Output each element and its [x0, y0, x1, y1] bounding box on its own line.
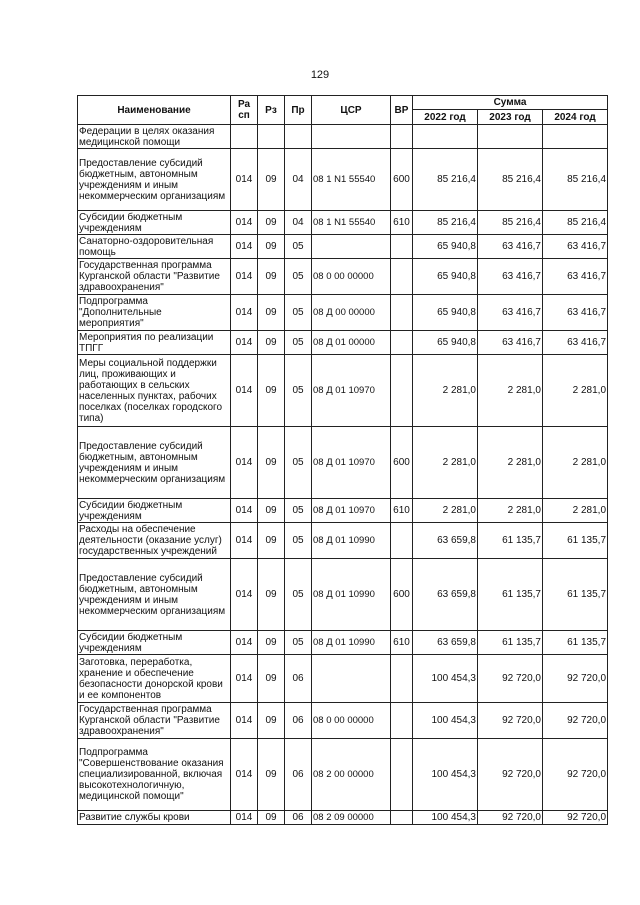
- table-row: [78, 295, 608, 331]
- cell-vr: [391, 331, 413, 355]
- cell-2022: 65 940,8: [413, 235, 478, 259]
- cell-2022: [413, 125, 478, 149]
- cell-pr: 05: [285, 235, 312, 259]
- cell-2024: 2 281,0: [543, 427, 608, 499]
- cell-2024: 63 416,7: [543, 235, 608, 259]
- cell-2022: 63 659,8: [413, 559, 478, 631]
- cell-rz: 09: [258, 523, 285, 559]
- cell-vr: [391, 811, 413, 825]
- cell-csr: 08 Д 01 10970: [312, 355, 391, 427]
- cell-2023: 2 281,0: [478, 427, 543, 499]
- cell-name: Развитие службы крови: [78, 811, 231, 825]
- cell-rasp: 014: [231, 739, 258, 811]
- cell-2024: 61 135,7: [543, 523, 608, 559]
- cell-rz: 09: [258, 295, 285, 331]
- cell-vr: 610: [391, 211, 413, 235]
- cell-pr: [285, 125, 312, 149]
- cell-2022: 85 216,4: [413, 211, 478, 235]
- cell-2024: 63 416,7: [543, 331, 608, 355]
- cell-rasp: [231, 125, 258, 149]
- cell-2023: 92 720,0: [478, 655, 543, 703]
- cell-rz: 09: [258, 499, 285, 523]
- cell-name: Государственная программа Курганской области "Развитие здравоохранения": [78, 259, 231, 295]
- cell-rz: 09: [258, 149, 285, 211]
- cell-csr: 08 1 N1 55540: [312, 149, 391, 211]
- cell-csr: 08 Д 01 10990: [312, 523, 391, 559]
- cell-vr: [391, 703, 413, 739]
- cell-2022: 100 454,3: [413, 655, 478, 703]
- cell-rz: 09: [258, 559, 285, 631]
- cell-csr: 08 Д 01 00000: [312, 331, 391, 355]
- table-row: [78, 631, 608, 655]
- cell-rasp: 014: [231, 331, 258, 355]
- cell-2024: [543, 125, 608, 149]
- cell-2023: 63 416,7: [478, 331, 543, 355]
- cell-vr: 610: [391, 631, 413, 655]
- cell-2022: 65 940,8: [413, 331, 478, 355]
- cell-2024: 61 135,7: [543, 559, 608, 631]
- cell-2024: 85 216,4: [543, 149, 608, 211]
- cell-rz: 09: [258, 631, 285, 655]
- cell-name: Предоставление субсидий бюджетным, автономным учреждениям и иным некоммерческим организациям: [78, 559, 231, 631]
- cell-rasp: 014: [231, 295, 258, 331]
- cell-2023: 92 720,0: [478, 811, 543, 825]
- cell-rz: [258, 125, 285, 149]
- cell-rasp: 014: [231, 235, 258, 259]
- cell-2024: 61 135,7: [543, 631, 608, 655]
- cell-2022: 2 281,0: [413, 427, 478, 499]
- cell-2023: 85 216,4: [478, 149, 543, 211]
- cell-pr: 04: [285, 149, 312, 211]
- cell-2023: 63 416,7: [478, 235, 543, 259]
- cell-name: Субсидии бюджетным учреждениям: [78, 211, 231, 235]
- cell-rasp: 014: [231, 811, 258, 825]
- cell-rz: 09: [258, 739, 285, 811]
- header-rasp: Ра сп: [231, 96, 258, 125]
- table-row: [78, 739, 608, 811]
- cell-rz: 09: [258, 211, 285, 235]
- cell-name: Подпрограмма "Дополнительные мероприятия": [78, 295, 231, 331]
- cell-2022: 85 216,4: [413, 149, 478, 211]
- cell-rasp: 014: [231, 655, 258, 703]
- cell-rasp: 014: [231, 499, 258, 523]
- cell-2024: 92 720,0: [543, 811, 608, 825]
- budget-table: [77, 95, 608, 825]
- cell-vr: 600: [391, 559, 413, 631]
- cell-pr: 06: [285, 811, 312, 825]
- cell-vr: 610: [391, 499, 413, 523]
- table-row: [78, 211, 608, 235]
- header-2023: 2023 год: [478, 110, 543, 125]
- table-row: [78, 559, 608, 631]
- table-row: [78, 703, 608, 739]
- cell-csr: [312, 235, 391, 259]
- cell-2024: 2 281,0: [543, 499, 608, 523]
- cell-2024: 92 720,0: [543, 655, 608, 703]
- cell-csr: 08 1 N1 55540: [312, 211, 391, 235]
- cell-pr: 05: [285, 499, 312, 523]
- cell-2022: 63 659,8: [413, 523, 478, 559]
- cell-2023: 2 281,0: [478, 499, 543, 523]
- cell-vr: [391, 235, 413, 259]
- cell-rasp: 014: [231, 149, 258, 211]
- cell-2024: 85 216,4: [543, 211, 608, 235]
- cell-name: Субсидии бюджетным учреждениям: [78, 631, 231, 655]
- header-rz: Рз: [258, 96, 285, 125]
- cell-rz: 09: [258, 427, 285, 499]
- cell-pr: 05: [285, 295, 312, 331]
- cell-name: Санаторно-оздоровительная помощь: [78, 235, 231, 259]
- cell-2022: 100 454,3: [413, 703, 478, 739]
- cell-name: Меры социальной поддержки лиц, проживающих и работающих в сельских населенных пунктах, рабочих поселках (поселках городского типа): [78, 355, 231, 427]
- cell-vr: 600: [391, 427, 413, 499]
- cell-name: Заготовка, переработка, хранение и обеспечение безопасности донорской крови и ее компонентов: [78, 655, 231, 703]
- table-row: [78, 655, 608, 703]
- cell-rz: 09: [258, 703, 285, 739]
- cell-vr: [391, 125, 413, 149]
- page-number: 129: [310, 69, 330, 81]
- cell-csr: 08 Д 01 10970: [312, 427, 391, 499]
- cell-rasp: 014: [231, 703, 258, 739]
- cell-csr: 08 2 00 00000: [312, 739, 391, 811]
- cell-csr: 08 2 09 00000: [312, 811, 391, 825]
- cell-2024: 2 281,0: [543, 355, 608, 427]
- cell-2022: 65 940,8: [413, 295, 478, 331]
- cell-name: Подпрограмма "Совершенствование оказания специализированной, включая высокотехнологичную, медицинской помощи": [78, 739, 231, 811]
- cell-rz: 09: [258, 235, 285, 259]
- cell-2024: 63 416,7: [543, 295, 608, 331]
- table-row: [78, 235, 608, 259]
- header-name: Наименование: [78, 96, 231, 125]
- cell-pr: 06: [285, 739, 312, 811]
- cell-rasp: 014: [231, 211, 258, 235]
- cell-2023: 92 720,0: [478, 739, 543, 811]
- cell-pr: 05: [285, 355, 312, 427]
- cell-2023: 92 720,0: [478, 703, 543, 739]
- cell-name: Субсидии бюджетным учреждениям: [78, 499, 231, 523]
- cell-2024: 63 416,7: [543, 259, 608, 295]
- cell-csr: [312, 125, 391, 149]
- cell-rasp: 014: [231, 427, 258, 499]
- cell-2023: [478, 125, 543, 149]
- header-pr: Пр: [285, 96, 312, 125]
- table-row: [78, 427, 608, 499]
- cell-2024: 92 720,0: [543, 703, 608, 739]
- cell-2024: 92 720,0: [543, 739, 608, 811]
- cell-vr: [391, 259, 413, 295]
- table-row: [78, 811, 608, 825]
- header-vr: ВР: [391, 96, 413, 125]
- cell-2023: 61 135,7: [478, 631, 543, 655]
- cell-pr: 05: [285, 427, 312, 499]
- cell-rasp: 014: [231, 631, 258, 655]
- cell-name: Мероприятия по реализации ТПГГ: [78, 331, 231, 355]
- cell-csr: 08 0 00 00000: [312, 703, 391, 739]
- header-2022: 2022 год: [413, 110, 478, 125]
- table-row: [78, 259, 608, 295]
- table-row: [78, 523, 608, 559]
- cell-name: Предоставление субсидий бюджетным, автономным учреждениям и иным некоммерческим организациям: [78, 149, 231, 211]
- cell-pr: 04: [285, 211, 312, 235]
- cell-csr: 08 Д 00 00000: [312, 295, 391, 331]
- cell-2022: 2 281,0: [413, 355, 478, 427]
- header-2024: 2024 год: [543, 110, 608, 125]
- cell-rasp: 014: [231, 259, 258, 295]
- cell-pr: 05: [285, 259, 312, 295]
- cell-2023: 85 216,4: [478, 211, 543, 235]
- cell-pr: 05: [285, 559, 312, 631]
- table-row: [78, 331, 608, 355]
- cell-rz: 09: [258, 331, 285, 355]
- cell-pr: 05: [285, 331, 312, 355]
- table-row: [78, 149, 608, 211]
- cell-rasp: 014: [231, 559, 258, 631]
- cell-2023: 63 416,7: [478, 295, 543, 331]
- cell-vr: [391, 739, 413, 811]
- cell-rasp: 014: [231, 355, 258, 427]
- cell-2023: 63 416,7: [478, 259, 543, 295]
- table-body: [78, 125, 608, 825]
- cell-vr: [391, 295, 413, 331]
- cell-vr: [391, 523, 413, 559]
- cell-rz: 09: [258, 655, 285, 703]
- header-sum: Сумма: [413, 96, 608, 110]
- cell-csr: 08 Д 01 10990: [312, 631, 391, 655]
- cell-2022: 100 454,3: [413, 811, 478, 825]
- cell-vr: [391, 655, 413, 703]
- cell-name: Государственная программа Курганской области "Развитие здравоохранения": [78, 703, 231, 739]
- cell-vr: 600: [391, 149, 413, 211]
- cell-2022: 100 454,3: [413, 739, 478, 811]
- cell-pr: 05: [285, 631, 312, 655]
- cell-name: Федерации в целях оказания медицинской помощи: [78, 125, 231, 149]
- cell-2023: 2 281,0: [478, 355, 543, 427]
- cell-rz: 09: [258, 811, 285, 825]
- cell-csr: 08 Д 01 10970: [312, 499, 391, 523]
- cell-2022: 63 659,8: [413, 631, 478, 655]
- cell-csr: 08 0 00 00000: [312, 259, 391, 295]
- cell-pr: 06: [285, 703, 312, 739]
- cell-name: Предоставление субсидий бюджетным, автономным учреждениям и иным некоммерческим организациям: [78, 427, 231, 499]
- cell-2023: 61 135,7: [478, 523, 543, 559]
- cell-2022: 2 281,0: [413, 499, 478, 523]
- cell-name: Расходы на обеспечение деятельности (оказание услуг) государственных учреждений: [78, 523, 231, 559]
- cell-csr: 08 Д 01 10990: [312, 559, 391, 631]
- table-row: [78, 125, 608, 149]
- header-csr: ЦСР: [312, 96, 391, 125]
- cell-2023: 61 135,7: [478, 559, 543, 631]
- table-row: [78, 355, 608, 427]
- cell-vr: [391, 355, 413, 427]
- table-row: [78, 499, 608, 523]
- cell-csr: [312, 655, 391, 703]
- cell-pr: 05: [285, 523, 312, 559]
- cell-rz: 09: [258, 259, 285, 295]
- cell-pr: 06: [285, 655, 312, 703]
- cell-rz: 09: [258, 355, 285, 427]
- cell-2022: 65 940,8: [413, 259, 478, 295]
- cell-rasp: 014: [231, 523, 258, 559]
